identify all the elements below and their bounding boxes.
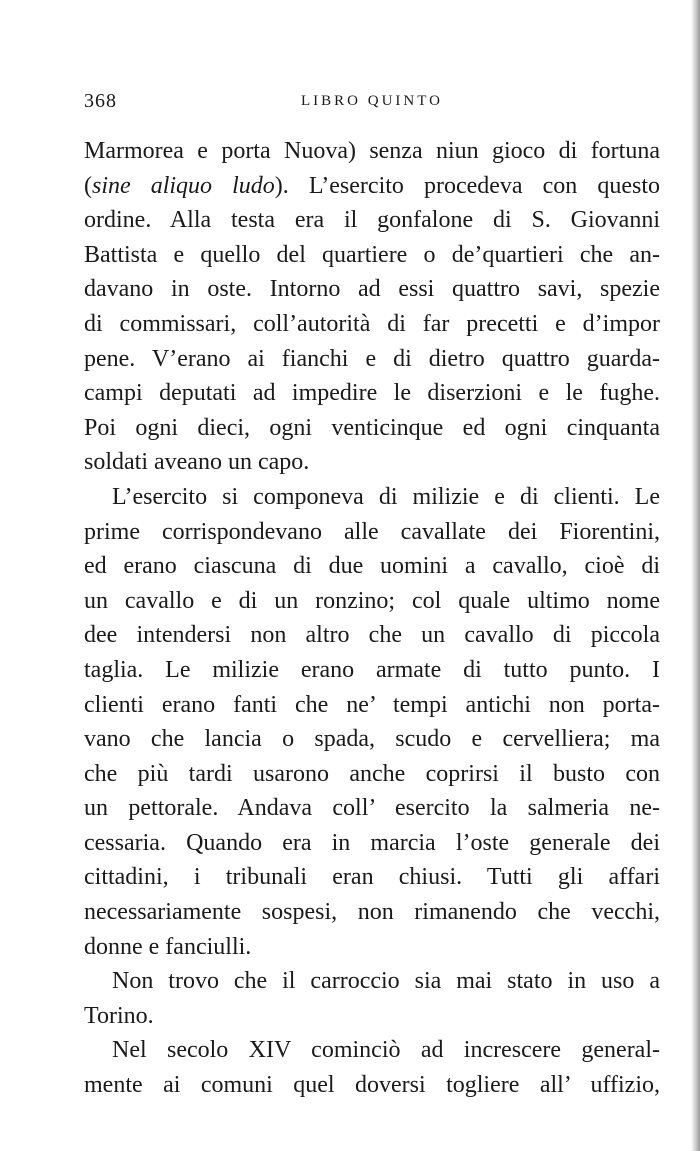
text-line: dee intendersi non altro che un cavallo di piccola [84, 622, 660, 649]
text-line: clienti erano fanti che ne’ tempi antichi non porta- [84, 691, 660, 718]
text-line: di commissari, coll’autorità di far precetti e d’impor [84, 310, 660, 337]
text-line: taglia. Le milizie erano armate di tutto punto. I [84, 656, 660, 683]
text-line: prime corrispondevano alle cavallate dei Fiorentini, [84, 518, 660, 545]
text-line: Battista e quello del quartiere o de’quartieri che an- [84, 241, 660, 268]
body-text [84, 134, 660, 1103]
page-header [84, 88, 660, 118]
text-line: cessaria. Quando era in marcia l’oste generale dei [84, 829, 660, 856]
text-line: ordine. Alla testa era il gonfalone di S. Giovanni [84, 207, 660, 234]
text-line: ed erano ciascuna di due uomini a cavallo, cioè di [84, 553, 660, 580]
text-line: che più tardi usarono anche coprirsi il busto con [84, 760, 660, 787]
running-head: LIBRO QUINTO [301, 93, 443, 109]
text-line: un cavallo e di un ronzino; col quale ultimo nome [84, 587, 660, 614]
text-line: Marmorea e porta Nuova) senza niun gioco di fortuna [84, 138, 660, 164]
text-line: Nel secolo XIV cominciò ad increscere general- [112, 1037, 660, 1064]
text-line: (sine aliquo ludo). L’esercito procedeva con questo [84, 172, 660, 199]
text-line: davano in oste. Intorno ad essi quattro savi, spezie [84, 276, 660, 303]
text-line: Torino. [84, 1002, 154, 1029]
text-line: vano che lancia o spada, scudo e cervelliera; ma [84, 726, 660, 753]
page-edge-shadow [691, 0, 700, 1151]
page-number: 368 [84, 90, 117, 112]
text-line: donne e fanciulli. [84, 933, 252, 960]
text-line: un pettorale. Andava coll’ esercito la salmeria ne- [84, 795, 660, 822]
text-line: necessariamente sospesi, non rimanendo che vecchi, [84, 899, 660, 926]
text-line: Poi ogni dieci, ogni venticinque ed ogni cinquanta [84, 414, 660, 441]
text-line: mente ai comuni quel doversi togliere all’ uffizio, [84, 1072, 660, 1099]
text-line: soldati aveano un capo. [84, 449, 310, 476]
text-line: pene. V’erano ai fianchi e di dietro quattro guarda- [84, 345, 660, 372]
text-line: L’esercito si componeva di milizie e di clienti. Le [112, 483, 660, 510]
text-line: campi deputati ad impedire le diserzioni e le fughe. [84, 380, 660, 407]
text-line: Non trovo che il carroccio sia mai stato in uso a [112, 968, 660, 995]
text-line: cittadini, i tribunali eran chiusi. Tutti gli affari [84, 864, 660, 891]
